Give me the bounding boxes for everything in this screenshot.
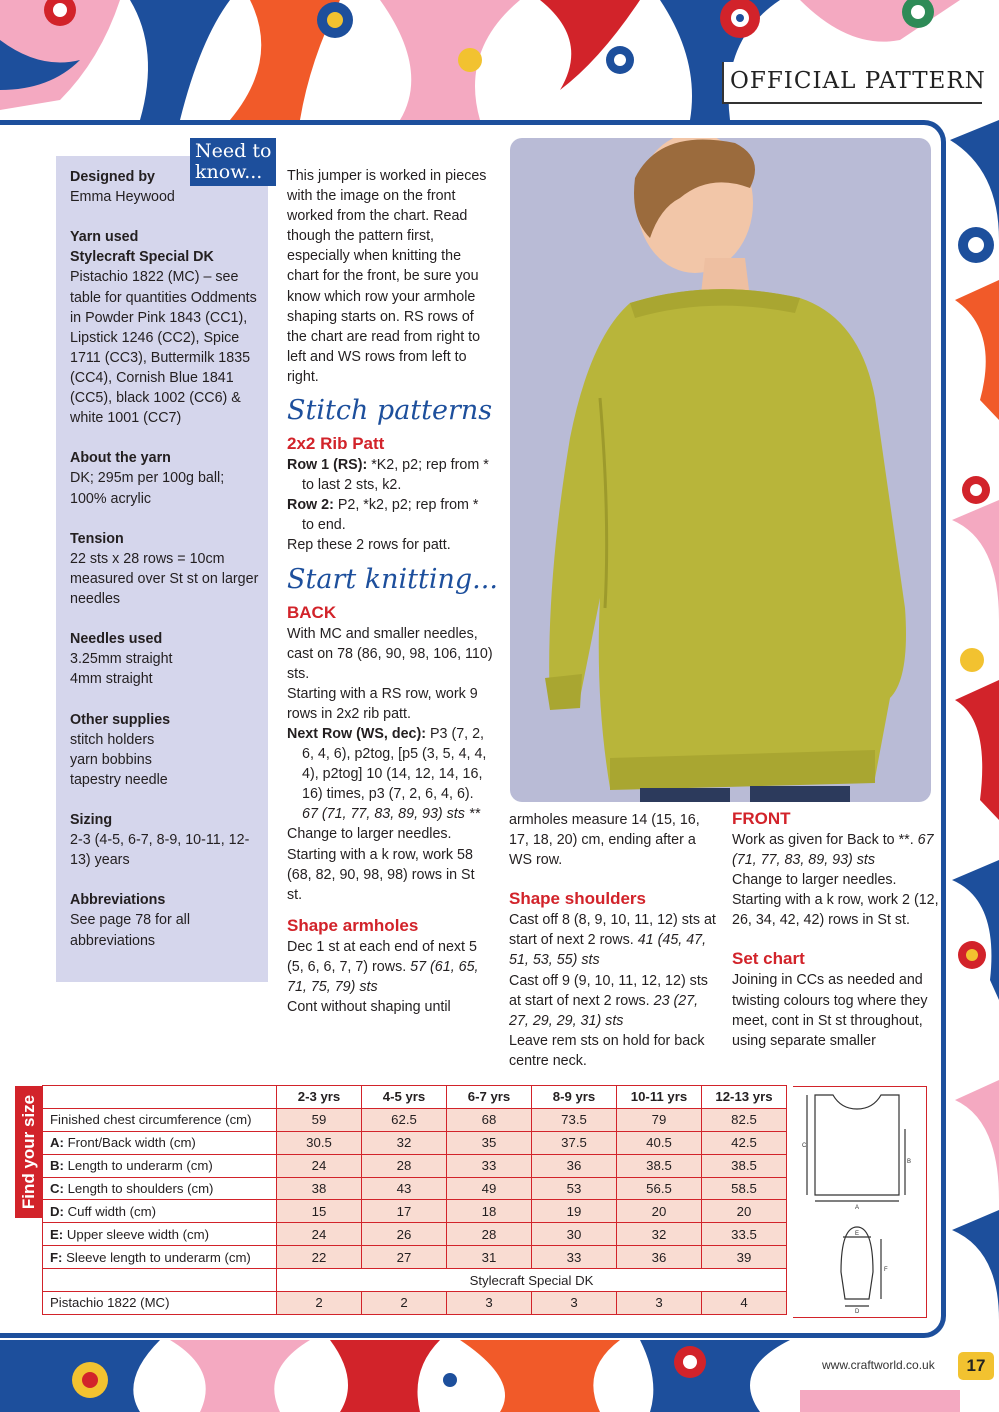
table-cell: 4 (702, 1292, 787, 1315)
designed-value: Emma Heywood (70, 189, 175, 206)
table-cell: 30 (532, 1223, 617, 1246)
row2-label: Row 2: (287, 497, 334, 514)
table-cell: 36 (617, 1246, 702, 1269)
dim-label-a: A (855, 1205, 860, 1211)
pattern-column-1 (287, 166, 498, 1017)
size-table (42, 1085, 787, 1315)
size-header: 8-9 yrs (532, 1086, 617, 1109)
shoulders-instr-2: Cast off 9 (9, 10, 11, 12, 12) sts at start of next 2 rows. (509, 972, 708, 1009)
need-to-know-tag (190, 138, 276, 186)
needles-value-2: 4mm straight (70, 671, 153, 688)
size-header: 10-11 yrs (617, 1086, 702, 1109)
row-label: E: Upper sleeve width (cm) (43, 1223, 277, 1246)
table-cell: 73.5 (532, 1108, 617, 1131)
size-header-blank (43, 1086, 277, 1109)
shoulders-instr-1: Cast off 8 (8, 9, 10, 11, 12) sts at start of next 2 rows. (509, 912, 716, 949)
dim-label-f: F (884, 1267, 888, 1273)
table-cell: 58.5 (702, 1177, 787, 1200)
table-cell: 22 (277, 1246, 362, 1269)
shoulders-text-3: Leave rem sts on hold for back centre neck. (509, 1032, 705, 1069)
official-pattern-label: OFFICIAL PATTERN (730, 68, 986, 94)
dim-label-c: C (802, 1143, 807, 1149)
table-cell: 68 (447, 1108, 532, 1131)
front-text-3: Starting with a k row, work 2 (12, 26, 34, 42, 42) rows in St st. (732, 892, 939, 929)
supplies-value-2: yarn bobbins (70, 751, 152, 768)
tension-value: 22 sts x 28 rows = 10cm measured over St st on larger needles (70, 550, 259, 607)
table-cell: 33 (447, 1154, 532, 1177)
sizing-value: 2-3 (4-5, 6-7, 8-9, 10-11, 12-13) years (70, 832, 250, 869)
table-cell: 20 (702, 1200, 787, 1223)
table-row (43, 1223, 787, 1246)
table-cell: 42.5 (702, 1131, 787, 1154)
table-cell: 59 (277, 1108, 362, 1131)
table-cell: 79 (617, 1108, 702, 1131)
table-cell: 33 (532, 1246, 617, 1269)
table-cell: 20 (617, 1200, 702, 1223)
size-header: 12-13 yrs (702, 1086, 787, 1109)
shoulders-text-1 (509, 910, 721, 970)
find-your-size-tab (15, 1086, 42, 1218)
abbr-value: See page 78 for all abbreviations (70, 912, 191, 949)
table-row (43, 1292, 787, 1315)
row2-text (287, 495, 493, 535)
table-cell: 3 (617, 1292, 702, 1315)
dim-label-d: D (855, 1309, 860, 1315)
back-text-2: Starting with a RS row, work 9 rows in 2x2 rib patt. (287, 685, 478, 722)
yarn-header: Stylecraft Special DK (277, 1269, 787, 1292)
table-cell: 40.5 (617, 1131, 702, 1154)
yarn-brand: Stylecraft Special DK (70, 249, 214, 266)
shoulders-heading: Shape shoulders (509, 889, 646, 909)
yarn-value: Pistachio 1822 (MC) – see table for quantities Oddments in Powder Pink 1843 (CC1), Lipstick 1246 (CC2), Spice 1711 (CC3), Buttermilk 1835 (CC4), Cornish Blue 1841 (CC5), black 1002 (CC6) & white 1001 (CC7) (70, 269, 257, 427)
next-row-instr: P3 (7, 2, 6, 4, 6), p2tog, [p5 (3, 5, 4, 4, 4), p2tog] 10 (14, 12, 14, 16, 16) times, p3 (7, 2, 6, 4, 6). (302, 725, 487, 803)
front-instr-1: Work as given for Back to **. (732, 832, 918, 848)
boy-wearing-jumper-photo (510, 138, 931, 802)
shoulders-count-2: 23 (27, 27, 29, 29, 31) sts (509, 992, 699, 1029)
table-cell: 82.5 (702, 1108, 787, 1131)
table-row (43, 1154, 787, 1177)
set-chart-heading: Set chart (732, 949, 805, 969)
table-cell: 32 (617, 1223, 702, 1246)
needles-heading: Needles used (70, 631, 163, 648)
footer-url: www.craftworld.co.uk (822, 1358, 935, 1372)
size-header: 2-3 yrs (277, 1086, 362, 1109)
front-heading: FRONT (732, 809, 791, 828)
front-text-1 (732, 830, 942, 870)
rib-heading: 2x2 Rib Patt (287, 434, 385, 454)
designed-heading: Designed by (70, 169, 156, 185)
front-count: 67 (71, 77, 83, 89, 93) sts (732, 832, 934, 869)
next-row-count: 67 (71, 77, 83, 89, 93) sts ** (302, 806, 481, 823)
set-chart-text: Joining in CCs as needed and twisting colours tog where they meet, cont in St st throughout, using separate smaller (732, 972, 928, 1049)
next-row-label: Next Row (WS, dec): (287, 725, 427, 742)
table-cell: 18 (447, 1200, 532, 1223)
table-cell: 24 (277, 1223, 362, 1246)
shoulders-text-2 (509, 971, 721, 1031)
armholes-count: 57 (61, 65, 71, 75, 79) sts (287, 958, 479, 995)
armholes-instr: Dec 1 st at each end of next 5 (5, 6, 6, 7, 7) rows. (287, 938, 477, 975)
table-row (43, 1200, 787, 1223)
official-pattern-tag (722, 62, 986, 104)
table-row (43, 1108, 787, 1131)
table-cell: 3 (447, 1292, 532, 1315)
armholes-text-2: Cont without shaping until (287, 999, 451, 1016)
row1-text (287, 455, 493, 495)
supplies-value-1: stitch holders (70, 731, 155, 748)
pattern-column-3 (732, 808, 942, 1051)
start-knitting-heading: Start knitting... (287, 563, 498, 595)
table-cell: 27 (362, 1246, 447, 1269)
table-cell: 35 (447, 1131, 532, 1154)
back-text-3: Change to larger needles. (287, 826, 452, 843)
supplies-heading: Other supplies (70, 711, 171, 728)
need-to-know-line1: Need to (195, 140, 272, 162)
table-cell: 32 (362, 1131, 447, 1154)
table-cell: 19 (532, 1200, 617, 1223)
dim-label-b: B (907, 1159, 912, 1165)
table-cell: 39 (702, 1246, 787, 1269)
table-cell: 31 (447, 1246, 532, 1269)
table-cell: 26 (362, 1223, 447, 1246)
table-cell: 56.5 (617, 1177, 702, 1200)
table-cell: 3 (532, 1292, 617, 1315)
table-cell: 15 (277, 1200, 362, 1223)
pattern-column-2 (509, 810, 721, 1071)
schematic-drawing (793, 1087, 926, 1317)
size-header: 6-7 yrs (447, 1086, 532, 1109)
table-cell: 43 (362, 1177, 447, 1200)
size-header-row (43, 1086, 787, 1109)
table-cell: 62.5 (362, 1108, 447, 1131)
need-to-know-line2: know... (195, 161, 263, 183)
garment-schematic (793, 1086, 927, 1318)
table-cell: 49 (447, 1177, 532, 1200)
row1-instr: *K2, p2; rep from * to last 2 sts, k2. (302, 457, 489, 494)
table-cell: 28 (447, 1223, 532, 1246)
stitch-patterns-heading: Stitch patterns (287, 395, 493, 427)
yarn-row-label: Pistachio 1822 (MC) (43, 1292, 277, 1315)
dim-label-e: E (855, 1231, 860, 1237)
row-label: C: Length to shoulders (cm) (43, 1177, 277, 1200)
table-cell: 38 (277, 1177, 362, 1200)
armholes-text-1 (287, 937, 493, 997)
intro-text: This jumper is worked in pieces with the image on the front worked from the chart. Read though the pattern first, especially when knitting the chart for the front, be sure you know which row your armhole shaping starts on. RS rows of the chart are read from right to left and WS rows from left to right. (287, 168, 487, 385)
table-cell: 30.5 (277, 1131, 362, 1154)
table-cell: 38.5 (617, 1154, 702, 1177)
row-label: F: Sleeve length to underarm (cm) (43, 1246, 277, 1269)
table-cell: 33.5 (702, 1223, 787, 1246)
yarn-header-row (43, 1269, 787, 1292)
needles-value-1: 3.25mm straight (70, 651, 173, 668)
armholes-heading: Shape armholes (287, 915, 419, 935)
about-heading: About the yarn (70, 450, 171, 467)
find-your-size-label: Find your size (19, 1094, 38, 1210)
row-label: Finished chest circumference (cm) (43, 1108, 277, 1131)
yarn-heading: Yarn used (70, 229, 139, 246)
page-number: 17 (958, 1352, 994, 1380)
about-value: DK; 295m per 100g ball; 100% acrylic (70, 470, 225, 507)
table-cell: 28 (362, 1154, 447, 1177)
row-label: D: Cuff width (cm) (43, 1200, 277, 1223)
tension-heading: Tension (70, 530, 124, 547)
table-row (43, 1246, 787, 1269)
sizing-heading: Sizing (70, 812, 113, 828)
back-text-4: Starting with a k row, work 58 (68, 82, 90, 98, 98) rows in St st. (287, 846, 475, 903)
front-text-2: Change to larger needles. (732, 872, 897, 889)
yarn-header-blank (43, 1269, 277, 1292)
row-label: B: Length to underarm (cm) (43, 1154, 277, 1177)
table-cell: 2 (362, 1292, 447, 1315)
table-cell: 36 (532, 1154, 617, 1177)
row1-label: Row 1 (RS): (287, 457, 368, 474)
table-cell: 2 (277, 1292, 362, 1315)
next-row-text (287, 724, 493, 824)
table-row (43, 1177, 787, 1200)
row-label: A: Front/Back width (cm) (43, 1131, 277, 1154)
rep-text: Rep these 2 rows for patt. (287, 537, 451, 554)
back-heading: BACK (287, 602, 337, 622)
need-to-know-sidebar (56, 156, 268, 982)
table-cell: 53 (532, 1177, 617, 1200)
abbr-heading: Abbreviations (70, 892, 166, 909)
size-header: 4-5 yrs (362, 1086, 447, 1109)
armholes-continued: armholes measure 14 (15, 16, 17, 18, 20) cm, ending after a WS row. (509, 812, 700, 869)
table-cell: 37.5 (532, 1131, 617, 1154)
row2-instr: P2, *k2, p2; rep from * to end. (302, 497, 479, 534)
table-cell: 24 (277, 1154, 362, 1177)
supplies-value-3: tapestry needle (70, 771, 168, 788)
table-row (43, 1131, 787, 1154)
table-cell: 38.5 (702, 1154, 787, 1177)
table-cell: 17 (362, 1200, 447, 1223)
shoulders-count-1: 41 (45, 47, 51, 53, 55) sts (509, 932, 707, 969)
back-text-1: With MC and smaller needles, cast on 78 (86, 90, 98, 106, 110) sts. (287, 625, 493, 682)
